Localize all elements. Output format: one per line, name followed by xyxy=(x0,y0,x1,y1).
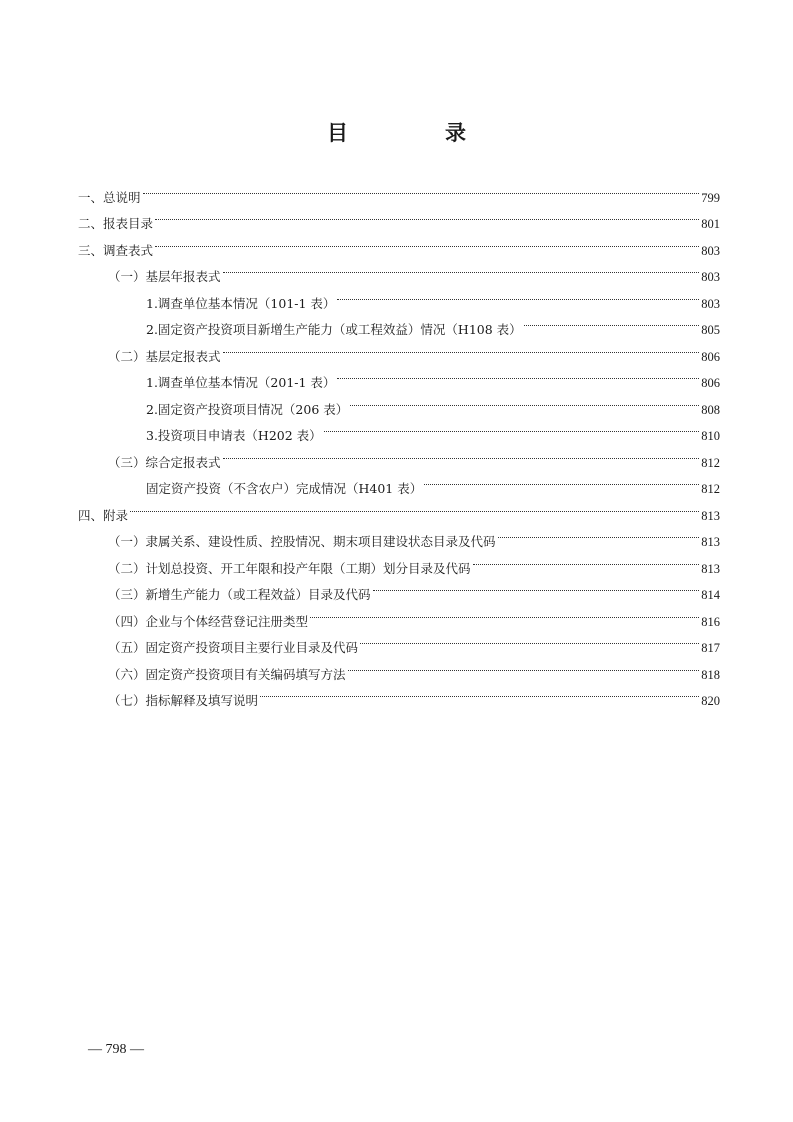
toc-entry[interactable] xyxy=(78,520,720,547)
dot-leader xyxy=(130,493,699,520)
toc-entry-label: （三）新增生产能力（或工程效益）目录及代码 xyxy=(108,587,371,602)
toc-entry[interactable] xyxy=(78,202,720,229)
dot-leader xyxy=(350,387,699,414)
dot-leader xyxy=(324,414,700,441)
toc-entry-label: 一、总说明 xyxy=(78,189,141,205)
table-of-contents xyxy=(78,175,720,708)
toc-entry-label: 3.投资项目申请表（H202 表） xyxy=(146,428,322,443)
toc-entry-label: 固定资产投资（不含农户）完成情况（H401 表） xyxy=(146,481,423,496)
toc-entry-page-number: 812 xyxy=(701,455,720,470)
toc-entry-label: （四）企业与个体经营登记注册类型 xyxy=(108,613,309,629)
dot-leader xyxy=(310,599,699,626)
toc-entry-label: （六）固定资产投资项目有关编码填写方法 xyxy=(108,666,346,682)
dot-leader xyxy=(524,308,700,335)
toc-entry-page-number: 808 xyxy=(701,402,720,417)
toc-entry-page-number: 813 xyxy=(701,535,720,549)
toc-entry-page-number: 803 xyxy=(701,270,720,284)
dot-leader xyxy=(360,626,699,653)
toc-entry-label: 2.固定资产投资项目新增生产能力（或工程效益）情况（H108 表） xyxy=(146,322,522,337)
toc-entry-label: 2.固定资产投资项目情况（206 表） xyxy=(146,401,349,417)
toc-entry-label: 1.调查单位基本情况（201-1 表） xyxy=(146,375,336,390)
dot-leader xyxy=(223,255,700,282)
toc-entry-page-number: 816 xyxy=(701,614,720,629)
toc-entry[interactable] xyxy=(78,175,720,205)
dot-leader xyxy=(260,679,699,706)
dot-leader xyxy=(223,334,700,361)
dot-leader xyxy=(143,175,700,202)
toc-entry-page-number: 803 xyxy=(701,243,720,258)
toc-entry-page-number: 806 xyxy=(701,376,720,390)
toc-entry-page-number: 810 xyxy=(701,429,720,443)
toc-entry-label: （五）固定资产投资项目主要行业目录及代码 xyxy=(108,640,359,655)
toc-entry-page-number: 813 xyxy=(701,561,720,576)
toc-entry-page-number: 805 xyxy=(701,323,720,337)
dot-leader xyxy=(498,520,700,547)
toc-entry-label: 二、报表目录 xyxy=(78,216,154,231)
dot-leader xyxy=(337,281,699,308)
toc-entry-page-number: 803 xyxy=(701,296,720,311)
dot-leader xyxy=(155,202,699,229)
toc-entry[interactable] xyxy=(78,493,720,523)
toc-entry-label: 1.调查单位基本情况（101-1 表） xyxy=(146,295,336,311)
toc-entry-label: （二）基层定报表式 xyxy=(108,348,221,364)
toc-entry-page-number: 817 xyxy=(701,641,720,655)
toc-entry-label: （三）综合定报表式 xyxy=(108,454,221,470)
toc-entry-page-number: 806 xyxy=(701,349,720,364)
toc-entry-page-number: 814 xyxy=(701,588,720,602)
toc-entry-label: （一）基层年报表式 xyxy=(108,269,221,284)
dot-leader xyxy=(348,652,700,679)
toc-entry[interactable] xyxy=(78,228,720,258)
dot-leader xyxy=(473,546,700,573)
dot-leader xyxy=(424,467,699,494)
dot-leader xyxy=(337,361,699,388)
toc-entry-page-number: 799 xyxy=(701,190,720,205)
toc-entry-page-number: 820 xyxy=(701,694,720,708)
toc-entry[interactable] xyxy=(78,255,720,282)
toc-entry-label: （二）计划总投资、开工年限和投产年限（工期）划分目录及代码 xyxy=(108,560,471,576)
toc-entry-label: 四、附录 xyxy=(78,507,129,523)
dot-leader xyxy=(155,228,699,255)
toc-entry-label: （一）隶属关系、建设性质、控股情况、期末项目建设状态目录及代码 xyxy=(108,534,496,549)
toc-entry-page-number: 812 xyxy=(701,482,720,496)
toc-entry-page-number: 818 xyxy=(701,667,720,682)
dot-leader xyxy=(223,440,700,467)
dot-leader xyxy=(373,573,700,600)
page-title: 目 录 xyxy=(327,120,504,145)
toc-entry-page-number: 813 xyxy=(701,508,720,523)
page-number: — 798 — xyxy=(88,1042,144,1057)
toc-entry-label: （七）指标解释及填写说明 xyxy=(108,693,259,708)
toc-entry-page-number: 801 xyxy=(701,217,720,231)
toc-entry-label: 三、调查表式 xyxy=(78,242,154,258)
